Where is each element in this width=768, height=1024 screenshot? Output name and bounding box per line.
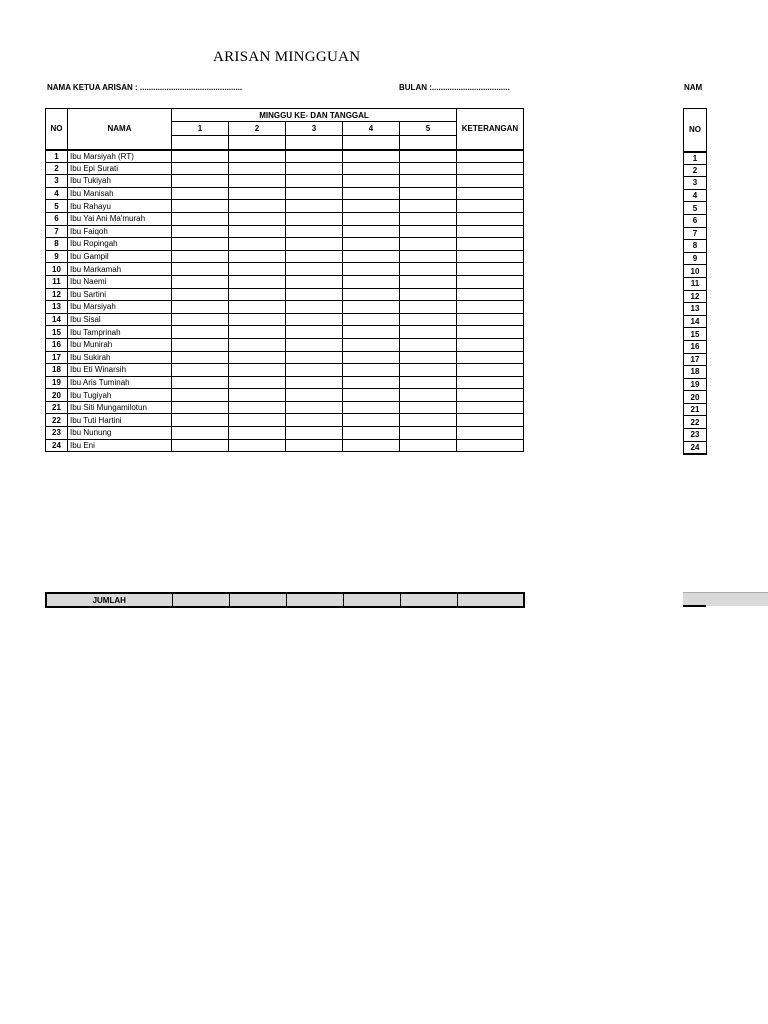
payment-cell[interactable] [343,326,400,339]
row-number: 16 [46,338,68,351]
right-table-row [684,416,707,429]
payment-cell[interactable] [400,439,457,452]
table-row [46,326,524,339]
member-name: Ibu Munirah [68,338,172,351]
right-table-row [684,429,707,442]
payment-cell[interactable] [172,389,229,402]
payment-cell[interactable] [172,150,229,163]
keterangan-cell[interactable] [457,326,524,339]
keterangan-cell[interactable] [457,162,524,175]
right-row-number: 19 [684,378,707,391]
payment-cell[interactable] [286,389,343,402]
right-table-row [684,252,707,265]
payment-cell[interactable] [343,376,400,389]
payment-cell[interactable] [400,187,457,200]
keterangan-cell[interactable] [457,313,524,326]
payment-cell[interactable] [286,250,343,263]
header-minggu: MINGGU KE- DAN TANGGAL [172,109,457,122]
member-name: Ibu Faiqoh [68,225,172,238]
jumlah-cell[interactable] [457,593,524,607]
member-name: Ibu Ropingah [68,238,172,251]
header-week-2: 2 [229,122,286,136]
keterangan-cell[interactable] [457,301,524,314]
payment-cell[interactable] [400,225,457,238]
right-jumlah-bar [683,592,768,606]
payment-cell[interactable] [400,414,457,427]
payment-cell[interactable] [400,200,457,213]
table-row [46,351,524,364]
payment-cell[interactable] [343,250,400,263]
page-title: ARISAN MINGGUAN [213,49,361,65]
member-name: Ibu Eni [68,439,172,452]
table-row [46,187,524,200]
payment-cell[interactable] [172,250,229,263]
member-name: Ibu Tukiyah [68,175,172,188]
payment-cell[interactable] [400,288,457,301]
jumlah-cell[interactable] [400,593,457,607]
header-keterangan: KETERANGAN [457,109,524,150]
payment-cell[interactable] [400,351,457,364]
payment-cell[interactable] [400,238,457,251]
member-name: Ibu Tugiyah [68,389,172,402]
jumlah-cell[interactable] [286,593,343,607]
row-number: 3 [46,175,68,188]
payment-cell[interactable] [229,313,286,326]
keterangan-cell[interactable] [457,288,524,301]
payment-cell[interactable] [286,376,343,389]
row-number: 2 [46,162,68,175]
member-name: Ibu Naemi [68,275,172,288]
table-row [46,288,524,301]
payment-cell[interactable] [172,238,229,251]
right-row-number: 22 [684,416,707,429]
payment-cell[interactable] [229,238,286,251]
payment-cell[interactable] [172,301,229,314]
keterangan-cell[interactable] [457,200,524,213]
member-name: Ibu Tamprinah [68,326,172,339]
payment-cell[interactable] [343,351,400,364]
payment-cell[interactable] [286,326,343,339]
member-name: Ibu Sartini [68,288,172,301]
right-row-number: 6 [684,214,707,227]
right-row-number: 20 [684,391,707,404]
payment-cell[interactable] [172,313,229,326]
right-table-row [684,227,707,240]
right-row-number: 8 [684,240,707,253]
payment-cell[interactable] [400,389,457,402]
row-number: 20 [46,389,68,402]
payment-cell[interactable] [229,263,286,276]
right-row-number: 7 [684,227,707,240]
payment-cell[interactable] [400,301,457,314]
right-row-number: 5 [684,202,707,215]
payment-cell[interactable] [229,326,286,339]
member-name: Ibu Sisal [68,313,172,326]
payment-cell[interactable] [343,263,400,276]
payment-cell[interactable] [400,326,457,339]
payment-cell[interactable] [286,238,343,251]
payment-cell[interactable] [229,389,286,402]
right-table-row [684,366,707,379]
payment-cell[interactable] [172,275,229,288]
member-name: Ibu Siti Mungamilotun [68,401,172,414]
payment-cell[interactable] [286,200,343,213]
payment-cell[interactable] [172,401,229,414]
jumlah-cell[interactable] [343,593,400,607]
table-row [46,263,524,276]
payment-cell[interactable] [172,351,229,364]
member-name: Ibu Eti Winarsih [68,364,172,377]
payment-cell[interactable] [400,150,457,163]
right-row-number: 21 [684,403,707,416]
table-row [46,162,524,175]
date-cell[interactable] [229,136,286,150]
payment-cell[interactable] [229,275,286,288]
payment-cell[interactable] [172,427,229,440]
payment-cell[interactable] [343,364,400,377]
payment-cell[interactable] [343,275,400,288]
payment-cell[interactable] [286,263,343,276]
payment-cell[interactable] [229,301,286,314]
payment-cell[interactable] [343,338,400,351]
right-table-row [684,315,707,328]
payment-cell[interactable] [229,162,286,175]
right-table-row [684,152,707,165]
row-number: 12 [46,288,68,301]
right-table-row [684,177,707,190]
right-row-number: 14 [684,315,707,328]
table-row [46,376,524,389]
row-number: 15 [46,326,68,339]
member-name: Ibu Sukirah [68,351,172,364]
bulan-label: BULAN :................................... [399,83,510,92]
right-table-row [684,189,707,202]
payment-cell[interactable] [400,427,457,440]
payment-cell[interactable] [286,225,343,238]
right-table-row [684,240,707,253]
payment-cell[interactable] [229,288,286,301]
row-number: 13 [46,301,68,314]
payment-cell[interactable] [343,187,400,200]
member-name: Ibu Gampil [68,250,172,263]
right-row-number: 17 [684,353,707,366]
payment-cell[interactable] [172,414,229,427]
payment-cell[interactable] [286,338,343,351]
payment-cell[interactable] [172,162,229,175]
table-row [46,301,524,314]
payment-cell[interactable] [400,175,457,188]
right-table-row [684,290,707,303]
payment-cell[interactable] [229,225,286,238]
payment-cell[interactable] [400,263,457,276]
right-row-number: 4 [684,189,707,202]
right-jumlah-underline [683,605,706,607]
keterangan-cell[interactable] [457,414,524,427]
keterangan-cell[interactable] [457,150,524,163]
row-number: 17 [46,351,68,364]
payment-cell[interactable] [343,427,400,440]
row-number: 23 [46,427,68,440]
right-table-row [684,353,707,366]
table-row [46,212,524,225]
payment-cell[interactable] [229,414,286,427]
payment-cell[interactable] [172,175,229,188]
payment-cell[interactable] [172,225,229,238]
jumlah-cell[interactable] [229,593,286,607]
right-row-number: 23 [684,429,707,442]
payment-cell[interactable] [343,200,400,213]
right-row-number: 2 [684,164,707,177]
payment-cell[interactable] [229,364,286,377]
table-row [46,225,524,238]
row-number: 18 [46,364,68,377]
payment-cell[interactable] [229,187,286,200]
row-number: 10 [46,263,68,276]
payment-cell[interactable] [343,175,400,188]
payment-cell[interactable] [229,200,286,213]
member-name: Ibu Rahayu [68,200,172,213]
right-table-row [684,328,707,341]
header-week-4: 4 [343,122,400,136]
payment-cell[interactable] [400,401,457,414]
table-row [46,364,524,377]
right-row-number: 10 [684,265,707,278]
payment-cell[interactable] [172,326,229,339]
right-row-number: 24 [684,441,707,454]
right-row-number: 11 [684,277,707,290]
payment-cell[interactable] [343,225,400,238]
payment-cell[interactable] [400,275,457,288]
keterangan-cell[interactable] [457,439,524,452]
payment-cell[interactable] [229,150,286,163]
member-name: Ibu Marsiyah [68,301,172,314]
table-row [46,338,524,351]
row-number: 14 [46,313,68,326]
payment-cell[interactable] [400,313,457,326]
payment-cell[interactable] [343,313,400,326]
payment-cell[interactable] [286,401,343,414]
payment-cell[interactable] [286,364,343,377]
payment-cell[interactable] [400,364,457,377]
keterangan-cell[interactable] [457,212,524,225]
header-nama: NAMA [68,109,172,150]
row-number: 21 [46,401,68,414]
payment-cell[interactable] [172,439,229,452]
table-row [46,275,524,288]
payment-cell[interactable] [172,376,229,389]
payment-cell[interactable] [286,351,343,364]
keterangan-cell[interactable] [457,187,524,200]
payment-cell[interactable] [229,439,286,452]
jumlah-cell[interactable] [172,593,229,607]
keterangan-cell[interactable] [457,351,524,364]
right-table-row [684,391,707,404]
payment-cell[interactable] [172,263,229,276]
payment-cell[interactable] [172,364,229,377]
row-number: 7 [46,225,68,238]
right-table-row [684,202,707,215]
keterangan-cell[interactable] [457,427,524,440]
payment-cell[interactable] [286,439,343,452]
right-row-number: 12 [684,290,707,303]
right-header-no: NO [684,109,707,152]
table-row [46,200,524,213]
keterangan-cell[interactable] [457,275,524,288]
payment-cell[interactable] [343,238,400,251]
table-row [46,238,524,251]
member-name: Ibu Marsiyah (RT) [68,150,172,163]
keterangan-cell[interactable] [457,263,524,276]
member-name: Ibu Tuti Hartini [68,414,172,427]
payment-cell[interactable] [286,187,343,200]
keterangan-cell[interactable] [457,175,524,188]
member-name: Ibu Yai Ani Ma'murah [68,212,172,225]
right-row-number: 1 [684,152,707,165]
row-number: 19 [46,376,68,389]
payment-cell[interactable] [343,414,400,427]
right-table-row [684,340,707,353]
arisan-table [45,108,524,452]
payment-cell[interactable] [172,212,229,225]
keterangan-cell[interactable] [457,238,524,251]
right-table-row [684,265,707,278]
payment-cell[interactable] [400,250,457,263]
right-row-number: 16 [684,340,707,353]
right-row-number: 15 [684,328,707,341]
payment-cell[interactable] [343,162,400,175]
keterangan-cell[interactable] [457,250,524,263]
table-row [46,414,524,427]
payment-cell[interactable] [286,301,343,314]
payment-cell[interactable] [172,338,229,351]
right-table-row [684,303,707,316]
right-table-row [684,403,707,416]
member-name: Ibu Manisah [68,187,172,200]
right-row-number: 18 [684,366,707,379]
table-row [46,427,524,440]
payment-cell[interactable] [343,301,400,314]
row-number: 6 [46,212,68,225]
payment-cell[interactable] [229,376,286,389]
right-row-number: 3 [684,177,707,190]
row-number: 11 [46,275,68,288]
row-number: 9 [46,250,68,263]
payment-cell[interactable] [343,212,400,225]
payment-cell[interactable] [343,389,400,402]
payment-cell[interactable] [229,401,286,414]
row-number: 5 [46,200,68,213]
payment-cell[interactable] [172,187,229,200]
keterangan-cell[interactable] [457,338,524,351]
payment-cell[interactable] [343,150,400,163]
keterangan-cell[interactable] [457,389,524,402]
payment-cell[interactable] [286,275,343,288]
payment-cell[interactable] [229,212,286,225]
member-name: Ibu Aris Tuminah [68,376,172,389]
payment-cell[interactable] [400,162,457,175]
table-row [46,150,524,163]
right-partial-table [683,108,707,455]
member-name: Ibu Markamah [68,263,172,276]
payment-cell[interactable] [229,427,286,440]
payment-cell[interactable] [172,288,229,301]
row-number: 4 [46,187,68,200]
keterangan-cell[interactable] [457,376,524,389]
jumlah-label: JUMLAH [46,593,172,607]
payment-cell[interactable] [343,288,400,301]
payment-cell[interactable] [400,212,457,225]
payment-cell[interactable] [286,162,343,175]
payment-cell[interactable] [229,351,286,364]
date-cell[interactable] [172,136,229,150]
payment-cell[interactable] [286,212,343,225]
date-cell[interactable] [400,136,457,150]
row-number: 22 [46,414,68,427]
payment-cell[interactable] [229,175,286,188]
date-cell[interactable] [343,136,400,150]
keterangan-cell[interactable] [457,364,524,377]
payment-cell[interactable] [400,338,457,351]
row-number: 8 [46,238,68,251]
right-table-row [684,164,707,177]
table-row [46,389,524,402]
payment-cell[interactable] [286,288,343,301]
right-table-row [684,441,707,454]
right-row-number: 9 [684,252,707,265]
header-week-3: 3 [286,122,343,136]
jumlah-row [45,592,525,608]
payment-cell[interactable] [286,150,343,163]
right-sheet-label: NAM [684,83,703,92]
keterangan-cell[interactable] [457,401,524,414]
ketua-arisan-label: NAMA KETUA ARISAN : .............................................. [47,83,243,92]
header-no: NO [46,109,68,150]
row-number: 24 [46,439,68,452]
payment-cell[interactable] [343,439,400,452]
member-name: Ibu Epi Surati [68,162,172,175]
payment-cell[interactable] [286,313,343,326]
header-week-5: 5 [400,122,457,136]
right-row-number: 13 [684,303,707,316]
table-row [46,439,524,452]
table-row [46,401,524,414]
payment-cell[interactable] [400,376,457,389]
date-cell[interactable] [286,136,343,150]
table-row [46,313,524,326]
payment-cell[interactable] [229,250,286,263]
payment-cell[interactable] [343,401,400,414]
right-table-row [684,277,707,290]
payment-cell[interactable] [229,338,286,351]
table-row [46,175,524,188]
payment-cell[interactable] [172,200,229,213]
header-week-1: 1 [172,122,229,136]
row-number: 1 [46,150,68,163]
keterangan-cell[interactable] [457,225,524,238]
payment-cell[interactable] [286,175,343,188]
payment-cell[interactable] [286,414,343,427]
right-table-row [684,214,707,227]
right-table-row [684,378,707,391]
member-name: Ibu Nunung [68,427,172,440]
payment-cell[interactable] [286,427,343,440]
table-row [46,250,524,263]
